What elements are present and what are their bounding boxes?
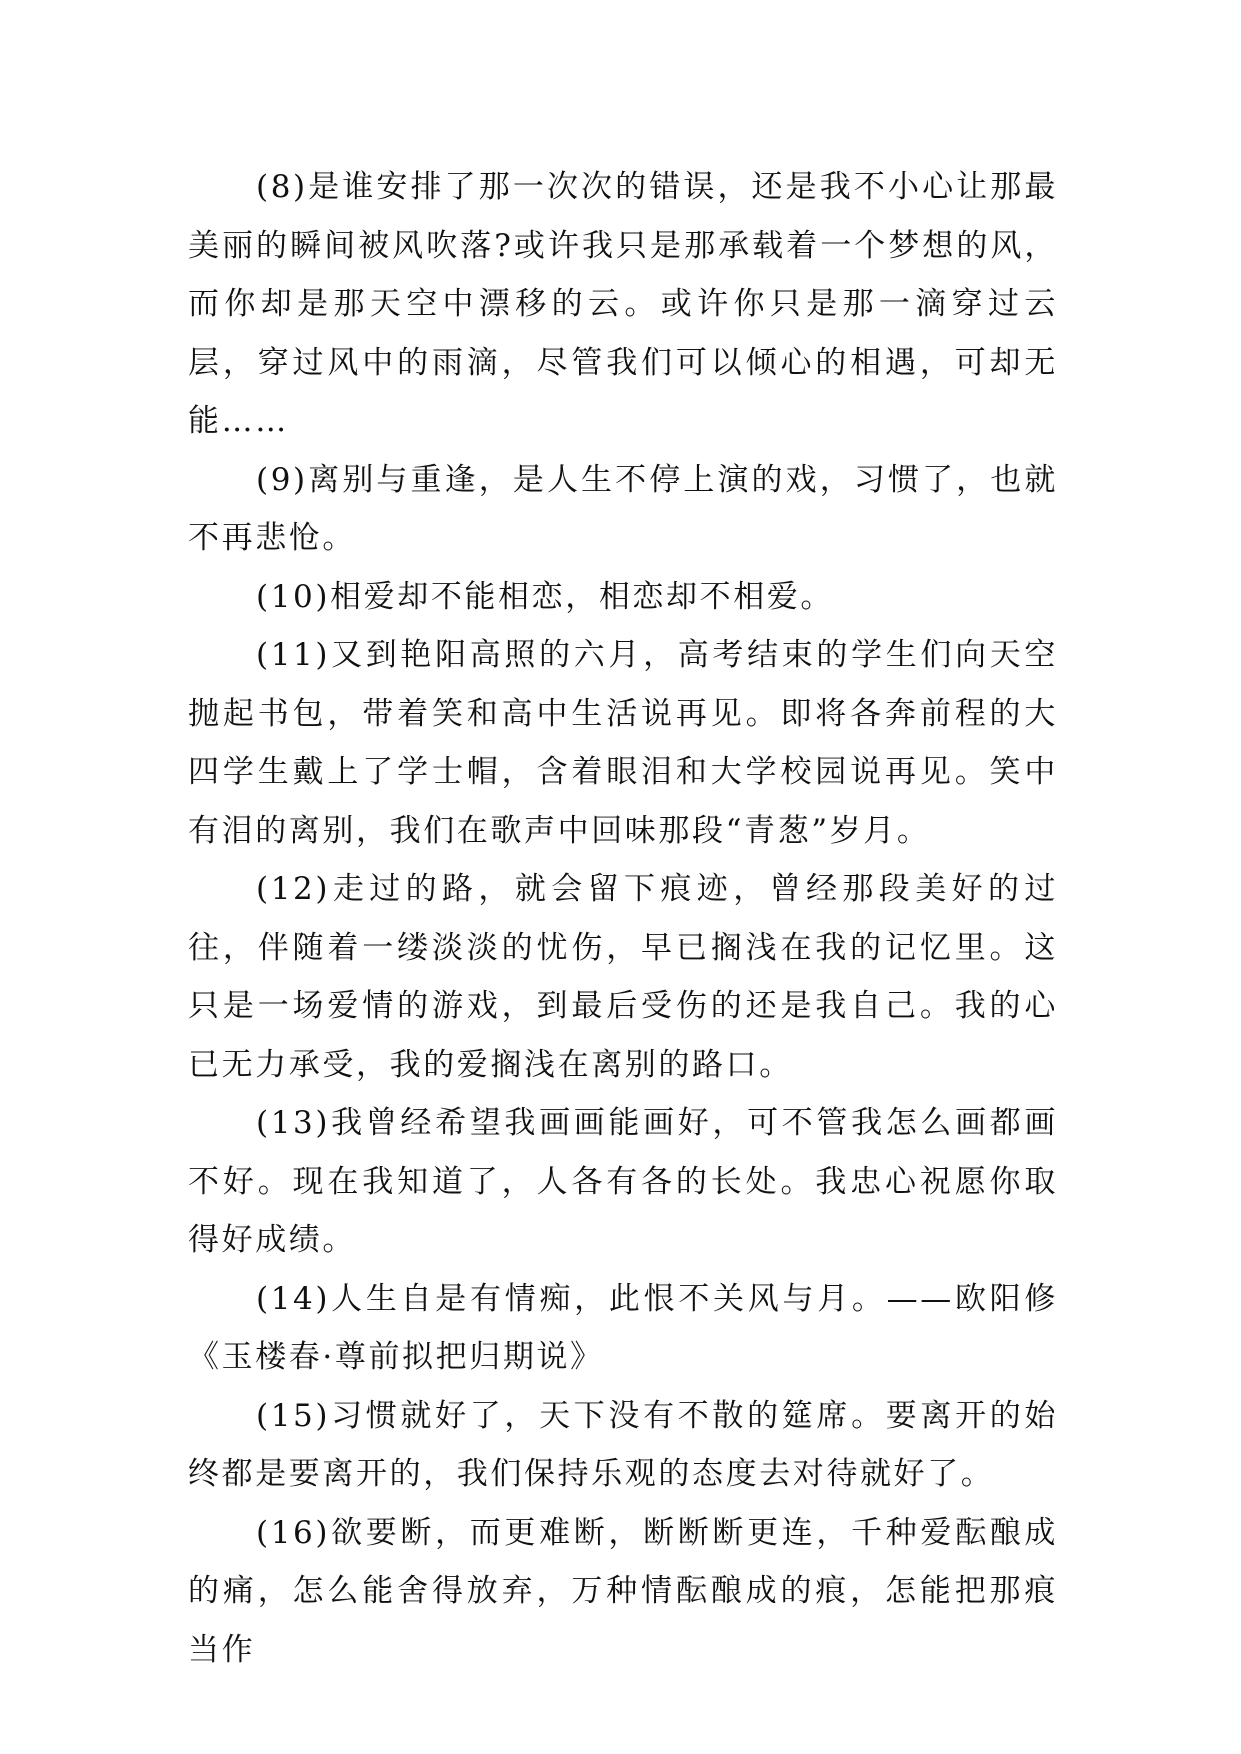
paragraph-12: (12)走过的路，就会留下痕迹，曾经那段美好的过往，伴随着一缕淡淡的忧伤，早已搁浅在我的记忆里。这只是一场爱情的游戏，到最后受伤的还是我自己。我的心已无力承受，我的爱搁浅在离别的路口。 xyxy=(188,871,1058,1083)
paragraph-8: (8)是谁安排了那一次次的错误，还是我不小心让那最美丽的瞬间被风吹落?或许我只是那承载着一个梦想的风，而你却是那天空中漂移的云。或许你只是那一滴穿过云层，穿过风中的雨滴，尽管我们可以倾心的相遇，可却无能…… xyxy=(188,169,1058,439)
paragraph-15: (15)习惯就好了，天下没有不散的筵席。要离开的始终都是要离开的，我们保持乐观的态度去对待就好了。 xyxy=(188,1397,1058,1492)
paragraph-13: (13)我曾经希望我画画能画好，可不管我怎么画都画不好。现在我知道了，人各有各的长处。我忠心祝愿你取得好成绩。 xyxy=(188,1105,1058,1258)
paragraph-11: (11)又到艳阳高照的六月，高考结束的学生们向天空抛起书包，带着笑和高中生活说再见。即将各奔前程的大四学生戴上了学士帽，含着眼泪和大学校园说再见。笑中有泪的离别，我们在歌声中回味那段“青葱”岁月。 xyxy=(188,637,1058,849)
paragraph-9: (9)离别与重逢，是人生不停上演的戏，习惯了，也就不再悲怆。 xyxy=(188,461,1058,556)
document-body xyxy=(188,158,1058,1679)
paragraph-14: (14)人生自是有情痴，此恨不关风与月。——欧阳修《玉楼春·尊前拟把归期说》 xyxy=(188,1280,1058,1375)
paragraph-16: (16)欲要断，而更难断，断断断更连，千种爱酝酿成的痛，怎么能舍得放弃，万种情酝酿成的痕，怎能把那痕当作 xyxy=(188,1514,1058,1668)
paragraph-10: (10)相爱却不能相恋，相恋却不相爱。 xyxy=(256,578,835,615)
